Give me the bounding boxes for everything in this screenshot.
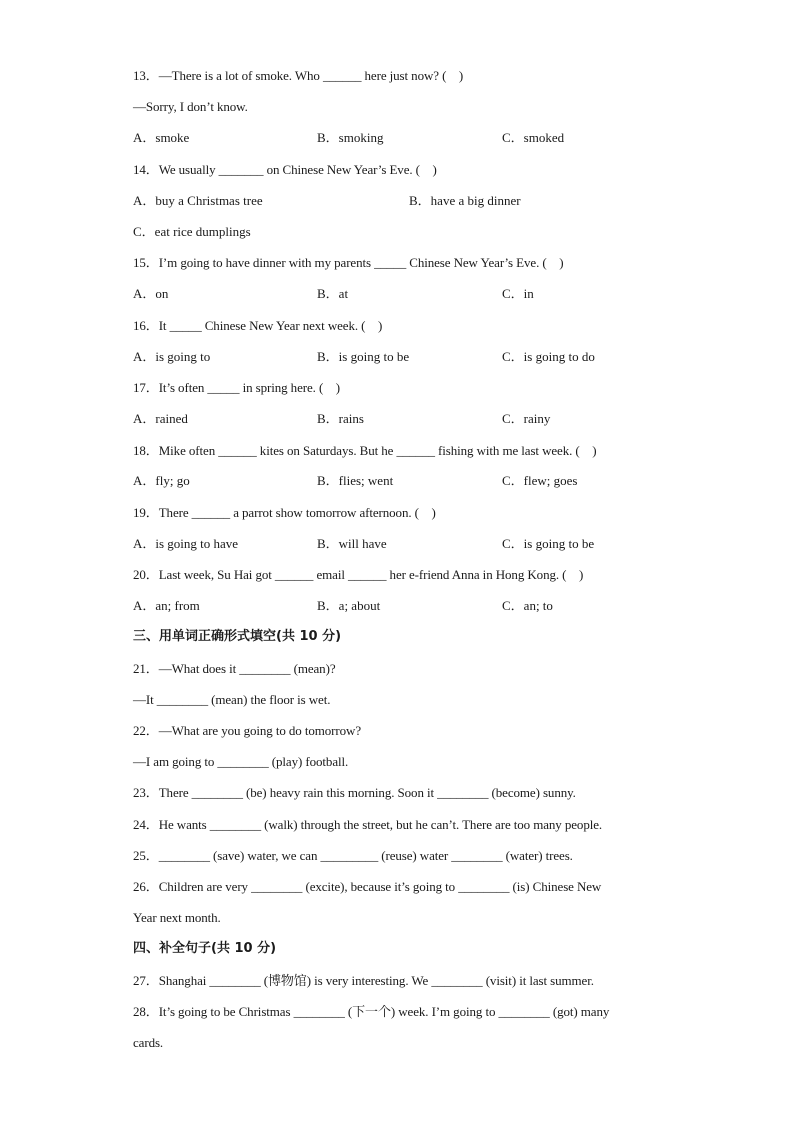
q26-line: 26．Children are very ________ (excite), because it’s going to ________ (is) Chinese New: [133, 879, 602, 894]
q17-option-c: C．rainy: [502, 411, 551, 426]
q24-line: 24．He wants ________ (walk) through the street, but he can’t. There are too many people.: [133, 817, 603, 832]
q20-option-b: B．a; about: [317, 598, 381, 613]
q15-stem: 15．I’m going to have dinner with my parents _____ Chinese New Year’s Eve. ( ): [133, 255, 564, 270]
q18-option-a: A．fly; go: [133, 473, 190, 488]
q17-option-b: B．rains: [317, 411, 364, 426]
q18-stem: 18．Mike often ______ kites on Saturdays. But he ______ fishing with me last week. ( ): [133, 443, 597, 458]
q17-option-a: A．rained: [133, 411, 188, 426]
q15-option-a: A．on: [133, 286, 169, 301]
q20-stem: 20．Last week, Su Hai got ______ email ______ her e-friend Anna in Hong Kong. ( ): [133, 567, 584, 582]
q15-option-c: C．in: [502, 286, 534, 301]
q18-option-c: C．flew; goes: [502, 473, 578, 488]
section4-heading: 四、补全句子(共 10 分): [133, 941, 277, 956]
q19-option-c: C．is going to be: [502, 536, 595, 551]
q13-option-a: A．smoke: [133, 130, 190, 145]
q13-stem: 13．—There is a lot of smoke. Who ______ here just now? ( ): [133, 68, 464, 83]
q22-answer: —I am going to ________ (play) football.: [133, 754, 349, 769]
q21-answer: —It ________ (mean) the floor is wet.: [133, 692, 331, 707]
q18-option-b: B．flies; went: [317, 473, 394, 488]
q14-option-c: C．eat rice dumplings: [133, 224, 251, 239]
q14-option-b: B．have a big dinner: [409, 193, 521, 208]
q14-stem: 14．We usually _______ on Chinese New Year’s Eve. ( ): [133, 162, 437, 177]
q13-reply: —Sorry, I don’t know.: [133, 99, 248, 114]
q21-question: 21．—What does it ________ (mean)?: [133, 661, 336, 676]
q20-option-c: C．an; to: [502, 598, 553, 613]
q15-option-b: B．at: [317, 286, 349, 301]
q19-option-a: A．is going to have: [133, 536, 239, 551]
q23-line: 23．There ________ (be) heavy rain this morning. Soon it ________ (become) sunny.: [133, 785, 576, 800]
q26-line-continued: Year next month.: [133, 910, 221, 925]
section3-heading: 三、用单词正确形式填空(共 10 分): [133, 629, 342, 644]
q16-option-a: A．is going to: [133, 349, 211, 364]
q28-line: 28．It’s going to be Christmas ________ (下一个) week. I’m going to ________ (got) many: [133, 1004, 610, 1019]
q14-option-a: A．buy a Christmas tree: [133, 193, 263, 208]
q17-stem: 17．It’s often _____ in spring here. ( ): [133, 380, 341, 395]
q13-option-b: B．smoking: [317, 130, 384, 145]
q16-option-b: B．is going to be: [317, 349, 410, 364]
q16-stem: 16．It _____ Chinese New Year next week. ( ): [133, 318, 383, 333]
q28-line-continued: cards.: [133, 1035, 164, 1050]
q13-option-c: C．smoked: [502, 130, 565, 145]
q27-line: 27．Shanghai ________ (博物馆) is very interesting. We ________ (visit) it last summer.: [133, 973, 594, 988]
q19-option-b: B．will have: [317, 536, 387, 551]
q19-stem: 19．There ______ a parrot show tomorrow afternoon. ( ): [133, 505, 436, 520]
q25-line: 25．________ (save) water, we can _________ (reuse) water ________ (water) trees.: [133, 848, 573, 863]
q22-question: 22．—What are you going to do tomorrow?: [133, 723, 361, 738]
q16-option-c: C．is going to do: [502, 349, 595, 364]
q20-option-a: A．an; from: [133, 598, 200, 613]
